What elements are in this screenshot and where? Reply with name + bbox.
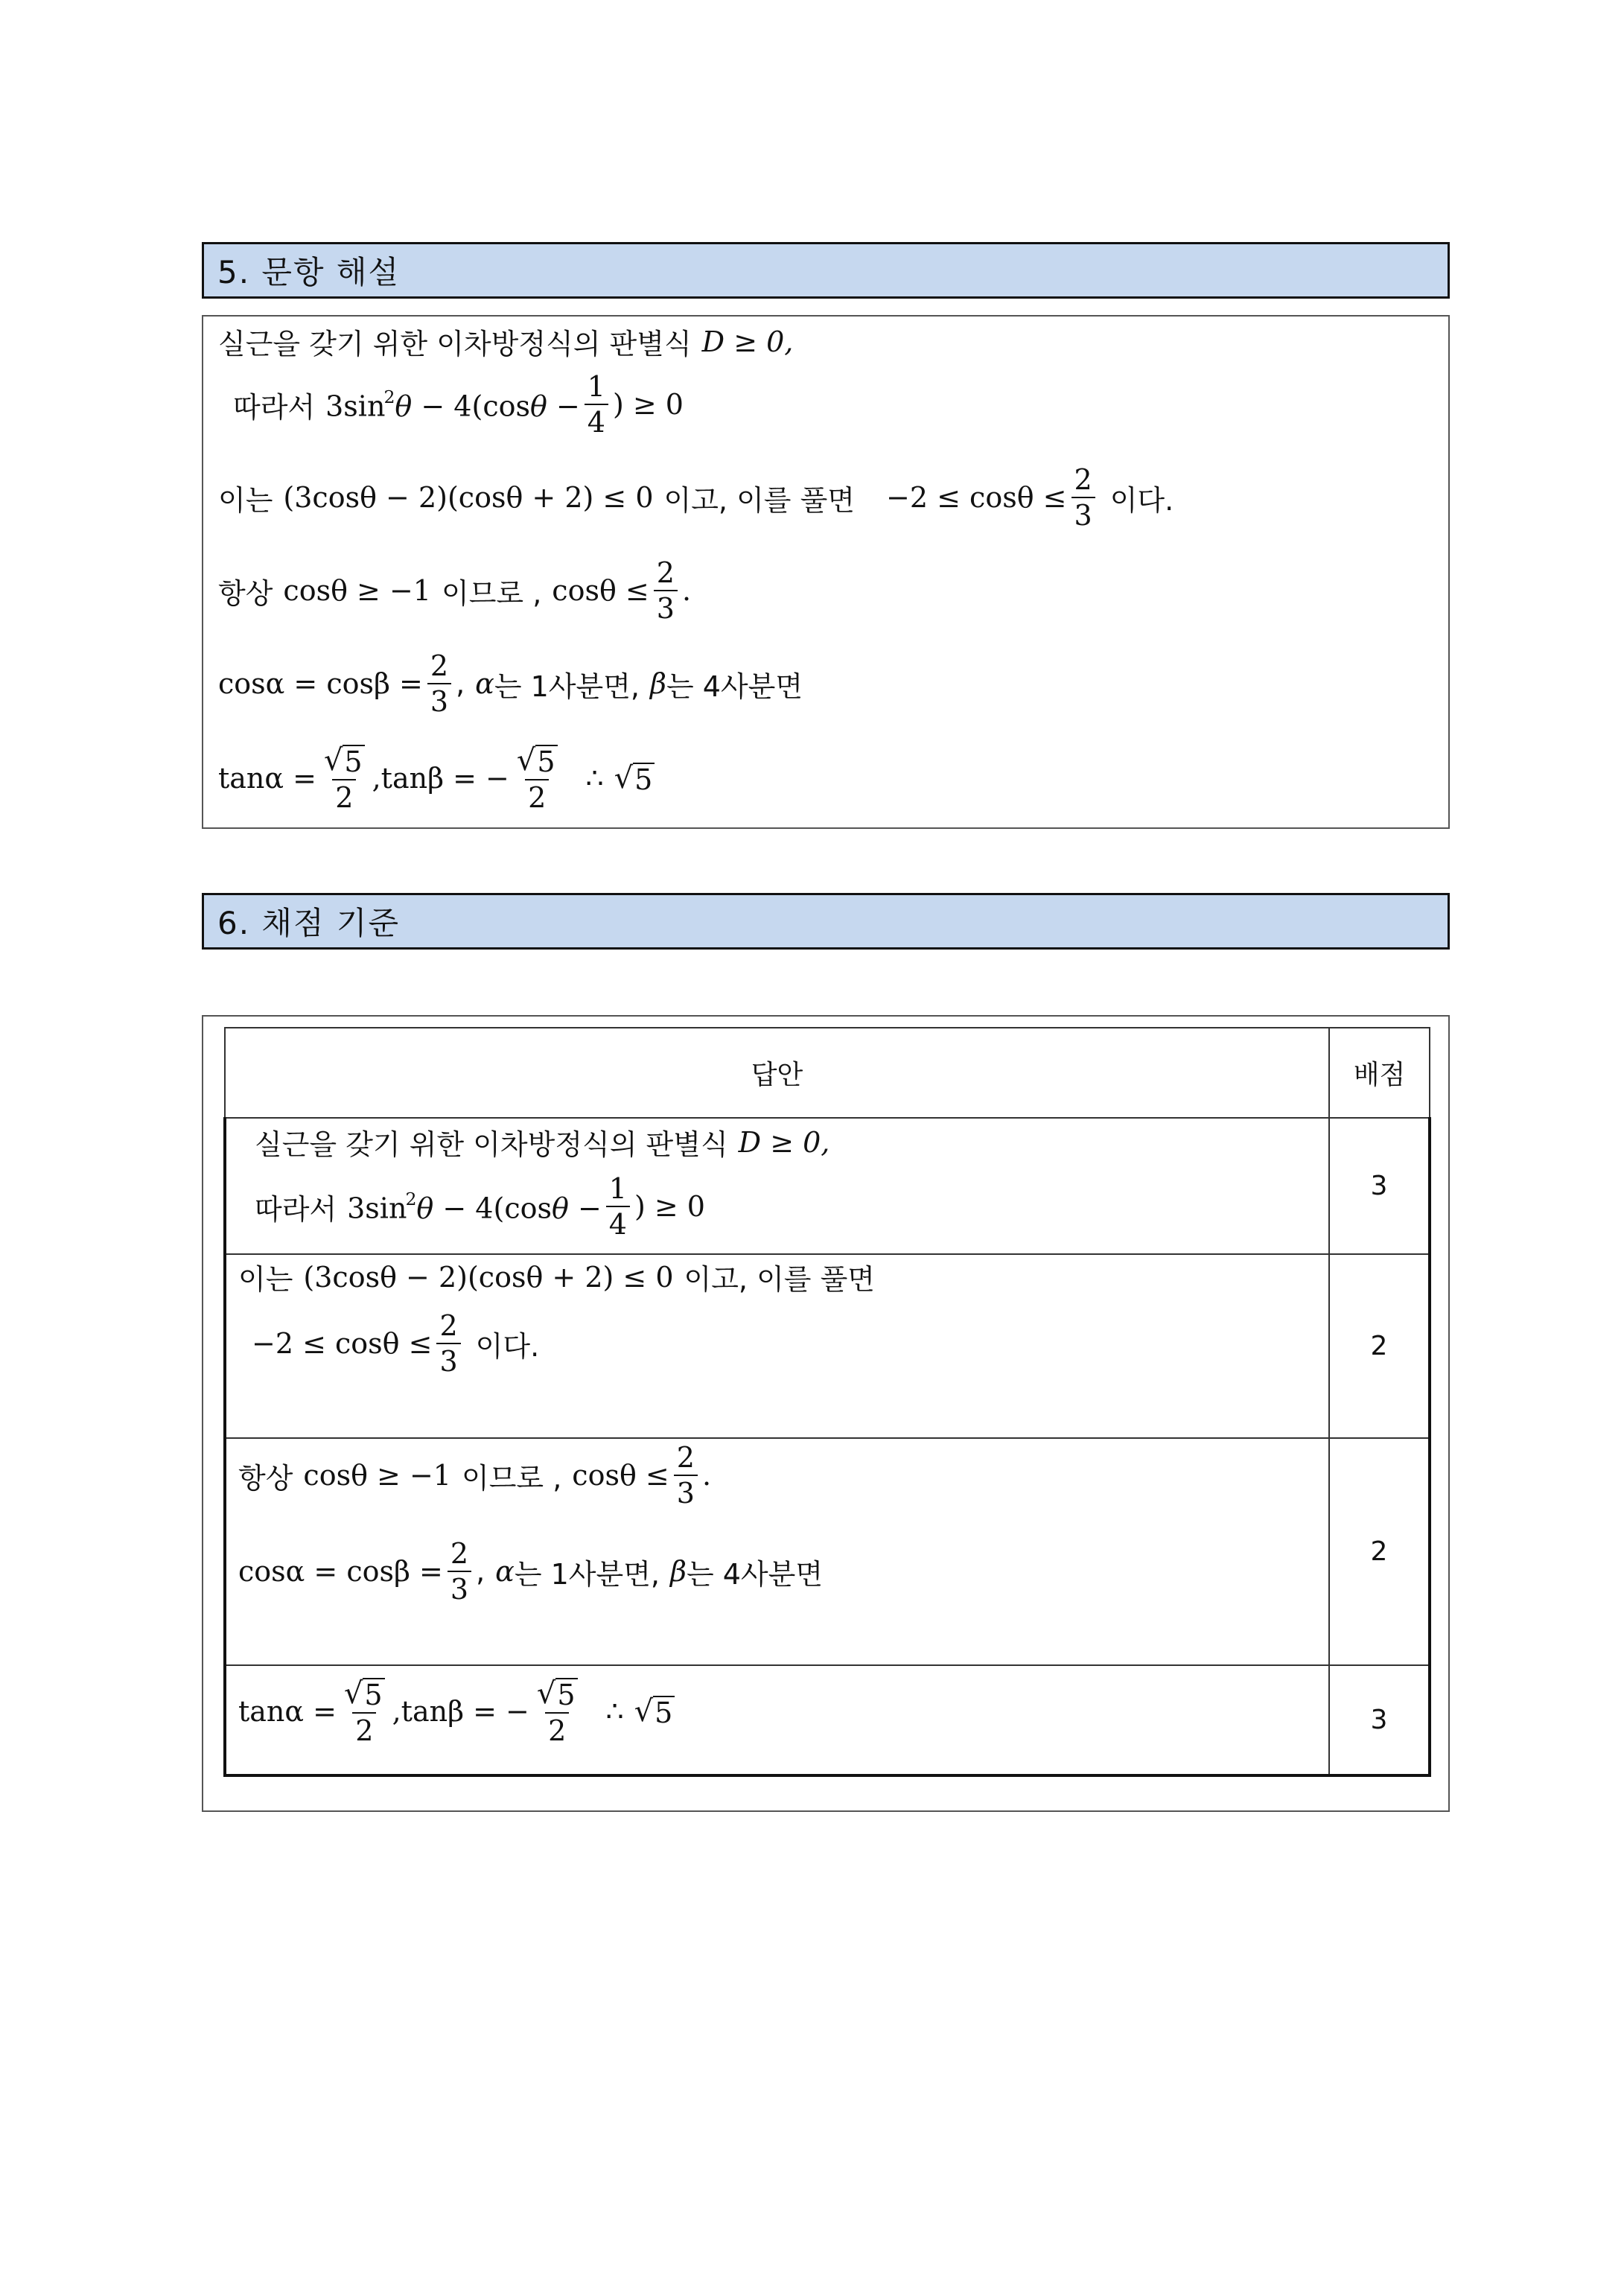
grading-row: [225, 1254, 1430, 1438]
grading-table: [223, 1027, 1431, 1777]
section-6-title: 6. 채점 기준: [217, 905, 401, 941]
points-cell: 3: [1329, 1118, 1430, 1254]
grading-header-row: [225, 1028, 1430, 1118]
explanation-line-5: cosα = cosβ = $\frac{2}{3}$ , α 는 1사분면, β 는 4사분면: [218, 649, 803, 718]
points-cell: 2: [1329, 1254, 1430, 1438]
answer-cell: 항상 cosθ ≥ −1 이므로 , cosθ ≤ $\frac{2}{3}$ . cosα = cosβ = $\frac{2}{3}$ , α 는 1사분면, β 는 4사분면: [225, 1438, 1329, 1665]
section-5-heading: [202, 242, 1450, 299]
answer-header: 답안: [225, 1028, 1329, 1118]
section-5-title: 5. 문항 해설: [217, 254, 401, 290]
grading-box: [202, 1015, 1450, 1812]
grading-row: [225, 1665, 1430, 1775]
answer-cell: 이는 (3cosθ − 2)(cosθ + 2) ≤ 0 이고, 이를 풀면 −2 ≤ cosθ ≤ $\frac{2}{3}$ 이다.: [225, 1254, 1329, 1438]
answer-cell: 실근을 갖기 위한 이차방정식의 판별식 D ≥ 0, 따라서 $3\sin^2\theta - 4(\cos\theta$ − $\frac{1}{4}$ ) ≥ 0: [225, 1118, 1329, 1254]
grading-row: [225, 1438, 1430, 1665]
points-cell: 3: [1329, 1665, 1430, 1775]
answer-cell: tanα = √ 5 2 ,tanβ = − √ 5 2 ∴ √ 5: [225, 1665, 1329, 1775]
explanation-line-2: 따라서 $3\sin^2\theta - 4(\cos\theta$ − $\frac{1}{4}$ ) ≥ 0: [233, 370, 684, 439]
grading-row: [225, 1118, 1430, 1254]
points-cell: 2: [1329, 1438, 1430, 1665]
points-header: 배점: [1329, 1028, 1430, 1118]
explanation-line-4: 항상 cosθ ≥ −1 이므로 , cosθ ≤ $\frac{2}{3}$ .: [218, 556, 692, 625]
explanation-line-3: 이는 (3cosθ − 2)(cosθ + 2) ≤ 0 이고, 이를 풀면 −2 ≤ cosθ ≤ $\frac{2}{3}$ 이다.: [218, 463, 1174, 532]
explanation-line-6: tanα = √ 5 2 ,tanβ = − √ 5 2 ∴ √ 5: [218, 745, 655, 812]
explanation-line-1: 실근을 갖기 위한 이차방정식의 판별식 D ≥ 0,: [218, 325, 794, 360]
section-6-heading: [202, 893, 1450, 950]
explanation-box: [202, 315, 1450, 829]
